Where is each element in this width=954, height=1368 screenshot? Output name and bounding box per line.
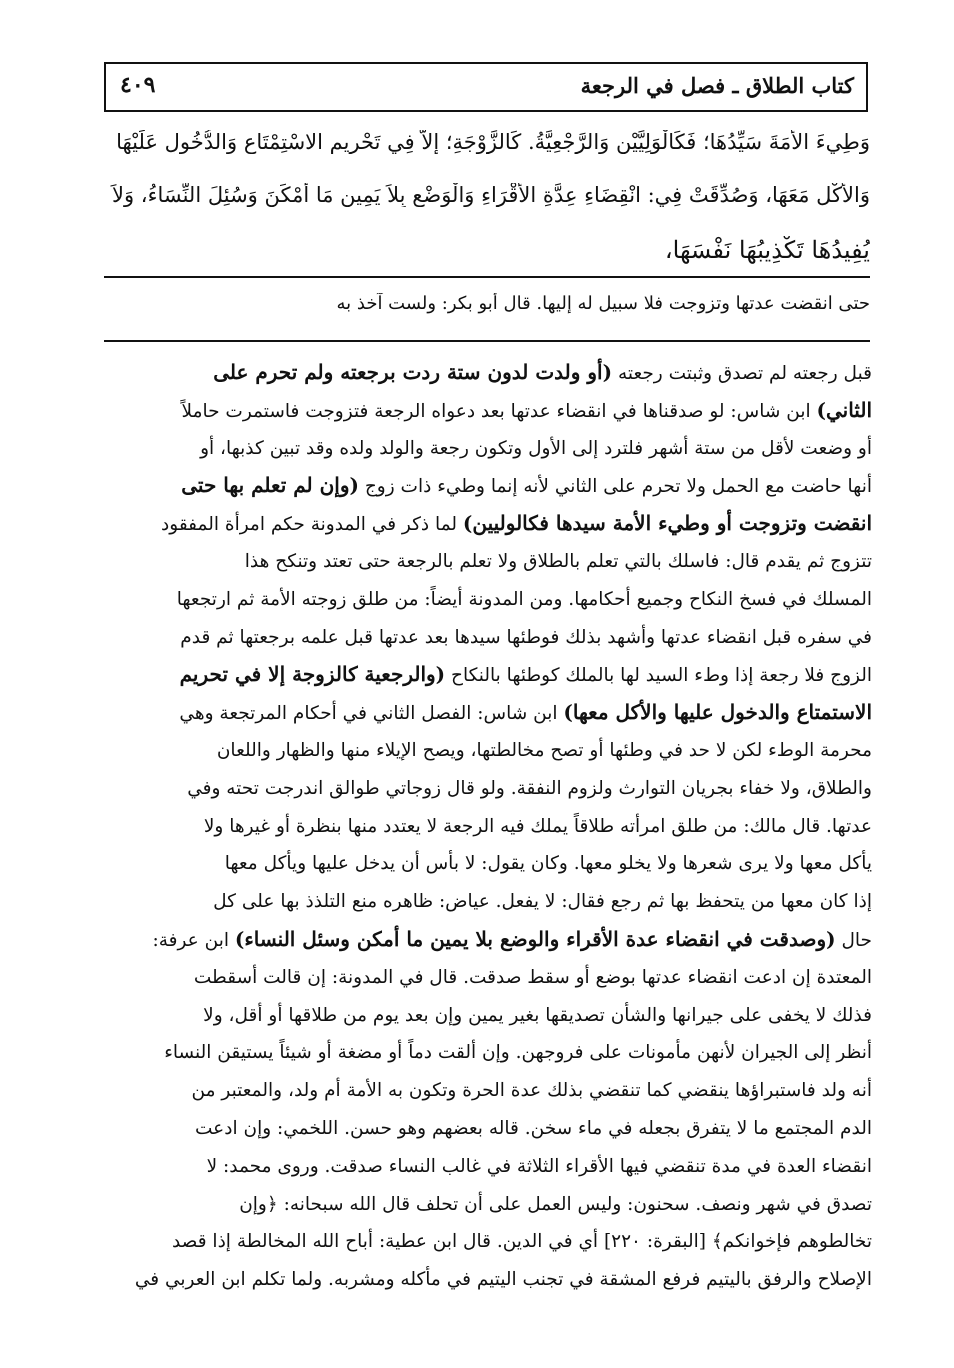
commentary-segment: فذلك لا يخفى على جيرانها والشأن تصديقها بغير يمين وإن بعد يوم من طلاقها أو أقل، ولا bbox=[203, 1004, 872, 1026]
commentary-segment: تتزوج ثم يقدم قال: فاسلك بالتي تعلم بالطلاق ولا تعلم بالرجعة حتى تعتد وتنكح هذا bbox=[244, 550, 872, 572]
commentary-line bbox=[108, 1072, 872, 1110]
commentary-segment: الإصلاح والرفق باليتيم فرفع المشقة في تجنب اليتيم في مأكله ومشربه. ولما تكلم ابن العربي في bbox=[134, 1269, 872, 1291]
commentary-segment: انقضاء العدة في مدة تنقضي فيها الأقراء الثلاثة في غالب النساء صدقت. وروى محمد: لا bbox=[206, 1155, 872, 1177]
commentary-segment: أو وضعت لأقل من ستة أشهر فلترد إلى الأول وتكون رجعة والولد ولده وقد تبين كذبها، أو bbox=[200, 437, 872, 459]
quoted-matn-segment: (وإن لم تعلم بها حتى bbox=[181, 473, 359, 498]
commentary-line bbox=[108, 921, 872, 959]
commentary-line bbox=[108, 1186, 872, 1224]
quoted-matn-segment: (أو ولدت لدون ستة ردت برجعته ولم تحرم على bbox=[213, 360, 613, 384]
separator-rule bbox=[104, 340, 870, 342]
commentary-line bbox=[108, 845, 872, 883]
continued-footnote: حتى انقضت عدتها وتزوجت فلا سبيل له إليها. قال أبو بكر: ولست آخذ به bbox=[336, 293, 870, 314]
separator-rule bbox=[104, 276, 870, 278]
quoted-matn-segment: الاستمتاع والدخول عليها والأكل معها) bbox=[563, 700, 872, 725]
commentary-segment: تصدق في شهر ونصف. سحنون: وليس العمل على أن تحلف قال الله سبحانه: ﴿وإن bbox=[239, 1193, 872, 1215]
commentary-line bbox=[108, 1223, 872, 1261]
commentary-line bbox=[108, 808, 872, 846]
commentary-segment: قبل رجعته لم تصدق وثبتت رجعته bbox=[612, 363, 872, 384]
commentary-segment: في سفره قبل انقضاء عدتها وأشهد بذلك فوطئها سيدها بعد عدتها قبل علمه برجعتها ثم قدم bbox=[180, 626, 872, 648]
commentary-segment: تخالطوهم فإخوانكم﴾ [البقرة: ٢٢٠] أي في الدين. قال ابن عطية: أباح الله المخالطة إذا قصد bbox=[171, 1231, 872, 1253]
quoted-matn-segment: (وصدقت في انقضاء عدة الأقراء والوضع بلا يمين ما أمكن وسئل النساء) bbox=[234, 926, 836, 951]
page-number: ٤٠٩ bbox=[120, 72, 156, 98]
commentary-segment: إذا كان معها من يتحفظ بها ثم رجع فقال: لا يفعل. عياض: ظاهره منع التلذذ بها على كل bbox=[213, 891, 872, 913]
commentary-segment: محرمة الوطء لكن لا حد في وطئها أو تصح مخالطتها، ويصح الإيلاء منها والظهار واللعان bbox=[216, 739, 872, 761]
commentary-line bbox=[108, 656, 872, 694]
commentary-line bbox=[108, 1261, 872, 1299]
matn-line: يُفِيدُهَا تَكْذِيبُهَا نَفْسَهَا، bbox=[664, 236, 870, 264]
commentary-line bbox=[108, 430, 872, 468]
commentary-segment: أنه ولد فاستبراؤها ينقضي كما تنقضي بذلك عدة الحرة وتكون به الأمة أم ولد، والمعتبر من bbox=[191, 1080, 872, 1102]
commentary-line bbox=[108, 543, 872, 581]
commentary-segment: لما ذكر في المدونة حكم امرأة المفقود bbox=[161, 514, 463, 536]
commentary-segment: أنظر إلى الجيران لأنهن مأمونات على فروجهن. وإن ألقت دماً أو مضغة أو شيئاً يستيقن النساء bbox=[164, 1042, 872, 1064]
commentary-line bbox=[108, 354, 872, 392]
quoted-matn-segment: (والرجعية كالزوجة إلا في تحريم bbox=[179, 662, 446, 687]
commentary-line bbox=[108, 694, 872, 732]
commentary-line bbox=[108, 505, 872, 543]
matn-line: وَطِيءَ الأَمَةَ سَيِّدُهَا؛ فَكَالْوَلِيَّيْنِ وَالرَّجْعِيَّةُ. كَالزَّوْجَةِ؛ إلاَّ فِي تَحْرِيمِ الاسْتِمْتَاعِ وَالدُّخُولِ عَلَيْهَا bbox=[116, 130, 870, 154]
commentary-segment: عدتها. قال مالك: من طلق امرأته طلاقاً يملك فيه الرجعة لا يعتدد منها بنظرة أو غيرها ولا bbox=[203, 815, 872, 837]
commentary-line bbox=[108, 619, 872, 657]
commentary-line bbox=[108, 1110, 872, 1148]
commentary-block bbox=[108, 354, 872, 1299]
matn-line: وَالأَكْلِ مَعَهَا، وَصُدِّقَتْ فِي: انْقِضَاءِ عِدَّةِ الأَقْرَاءِ وَالْوَضْعِ بِلاَ يَمِينٍ مَا أَمْكَنَ وَسُئِلَ النِّسَاءُ، وَلاَ bbox=[112, 183, 870, 207]
commentary-line bbox=[108, 581, 872, 619]
commentary-segment: ابن شاس: الفصل الثاني في أحكام المرتجعة وهي bbox=[179, 703, 564, 725]
commentary-line bbox=[108, 1034, 872, 1072]
commentary-segment: ابن عرفة: bbox=[152, 929, 235, 951]
commentary-segment: الزوج فلا رجعة إذا وطء السيد لها بالملك كوطئها بالنكاح bbox=[445, 665, 872, 687]
commentary-segment: أنها حاضت مع الحمل ولا تحرم على الثاني لأنه إنما وطيء ذات زوج bbox=[358, 476, 872, 498]
commentary-line bbox=[108, 770, 872, 808]
chapter-title: كتاب الطلاق ـ فصل في الرجعة bbox=[580, 73, 854, 98]
running-header bbox=[104, 62, 868, 112]
commentary-line bbox=[108, 732, 872, 770]
quoted-matn-segment: انقضت وتزوجت أو وطيء الأمة سيدها فكالوليين) bbox=[462, 511, 872, 536]
commentary-segment: حال bbox=[835, 929, 872, 951]
commentary-line bbox=[108, 392, 872, 430]
commentary-line bbox=[108, 883, 872, 921]
commentary-line bbox=[108, 959, 872, 997]
quoted-matn-segment: الثاني) bbox=[816, 397, 872, 422]
commentary-segment: يأكل معها ولا يرى شعرها ولا يخلو معها. وكان يقول: لا بأس أن يدخل عليها ويأكل معها bbox=[224, 853, 872, 875]
commentary-segment: الدم المجتمع ما لا يتفرق بجعله في ماء سخن. قاله بعضهم وهو حسن. اللخمي: وإن ادعت bbox=[195, 1117, 872, 1139]
commentary-line bbox=[108, 997, 872, 1035]
commentary-line bbox=[108, 1148, 872, 1186]
commentary-segment: المسلك في فسخ النكاح وجميع أحكامها. ومن المدونة أيضاً: من طلق زوجته الأمة ثم ارتجعها bbox=[176, 588, 872, 610]
commentary-segment: المعتدة إن ادعت انقضاء عدتها بوضع أو سقط صدقت. قال في المدونة: إن قالت أسقطت bbox=[193, 966, 872, 988]
commentary-line bbox=[108, 467, 872, 505]
commentary-segment: ابن شاس: لو صدقناها في انقضاء عدتها بعد دعواه الرجعة فتزوجت فاستمرت حاملاً bbox=[181, 400, 817, 422]
commentary-segment: والطلاق، ولا خفاء بجريان التوارث ولزوم النفقة. ولو قال زوجاتي طوالق اندرجت تحته وفي bbox=[187, 777, 872, 799]
